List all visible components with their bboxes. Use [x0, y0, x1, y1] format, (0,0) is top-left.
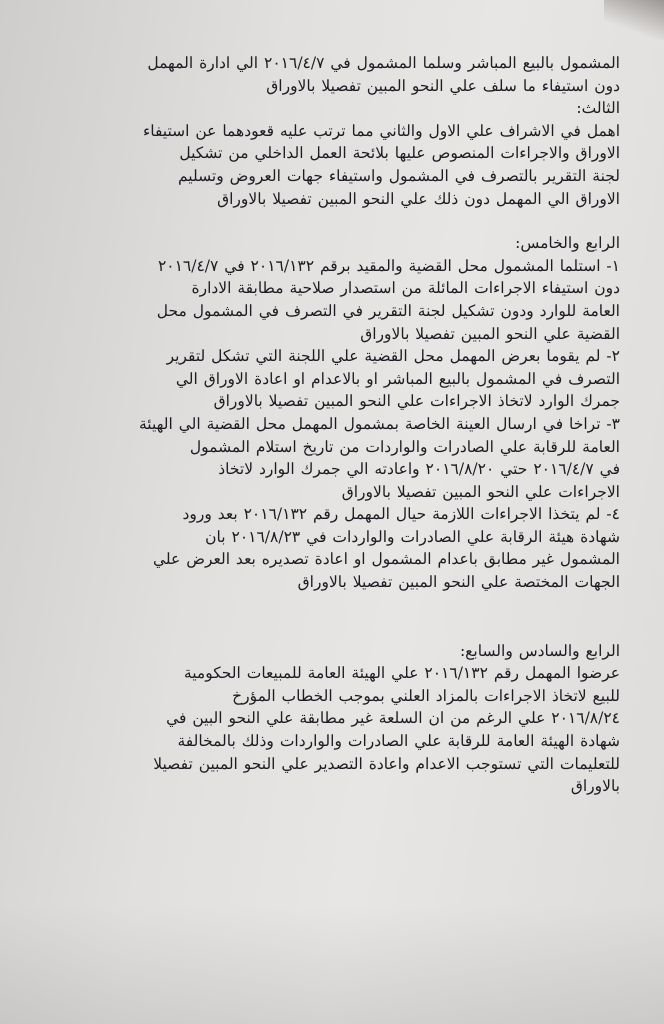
list-item-line: العامة للرقابة علي الصادرات والواردات من تاريخ استلام المشمول: [189, 437, 620, 456]
paragraph-line: شهادة الهيئة العامة للرقابة علي الصادرات والواردات وذلك بالمخالفة: [177, 732, 620, 751]
section-heading-fourth-sixth-seventh: الرابع والسادس والسابع:: [459, 641, 620, 660]
section-heading-fourth-fifth: الرابع والخامس:: [515, 234, 620, 253]
section-heading-third: الثالث:: [576, 99, 620, 118]
list-item-line: ٢- لم يقوما بعرض المهمل محل القضية علي اللجنة التي تشكل لتقرير: [166, 347, 620, 366]
list-item-line: دون استيفاء الاجراءات المائلة من استصدار صلاحية مطابقة الادارة: [191, 279, 620, 298]
list-item-line: الجهات المختصة علي النحو المبين تفصيلا بالاوراق: [297, 573, 620, 592]
list-item-line: التصرف في المشمول بالبيع المباشر او بالاعدام او اعادة الاوراق الي: [175, 369, 620, 388]
paragraph-line: المشمول بالبيع المباشر وسلما المشمول في ٢٠١٦/٤/٧ الي ادارة المهمل: [147, 54, 620, 72]
paragraph-line: بالاوراق: [570, 777, 620, 796]
page-corner-shadow: [604, 0, 664, 40]
spacer: [14, 594, 620, 640]
paragraph-line: للبيع لاتخاذ الاجراءات بالمزاد العلني بموجب الخطاب المؤرخ: [232, 686, 620, 705]
list-item-line: المشمول غير مطابق باعدام المشمول او اعادة تصديره بعد العرض علي: [152, 550, 620, 569]
paragraph-line: ٢٠١٦/٨/٢٤ علي الرغم من ان السلعة غير مطابقة علي النحو البين في: [166, 709, 620, 728]
list-item-line: ٣- تراخا في ارسال العينة الخاصة بمشمول المهمل محل القضية الي الهيئة: [138, 414, 620, 433]
page-bottom-shadow: [0, 904, 664, 1024]
paragraph-line: لجنة التقرير بالتصرف في المشمول واستيفاء جهات العروض وتسليم: [177, 166, 620, 185]
list-item-line: ٤- لم يتخذا الاجراءات اللازمة حيال المهمل رقم ٢٠١٦/١٣٢ بعد ورود: [182, 505, 620, 524]
paragraph-line: عرضوا المهمل رقم ٢٠١٦/١٣٢ علي الهيئة العامة للمبيعات الحكومية: [183, 664, 620, 683]
paragraph-line: للتعليمات التي تستوجب الاعدام واعادة التصدير علي النحو المبين تفصيلا: [153, 754, 620, 773]
list-item-line: شهادة هيئة الرقابة علي الصادرات والواردات في ٢٠١٦/٨/٢٣ بان: [205, 527, 620, 546]
list-item-line: في ٢٠١٦/٤/٧ حتي ٢٠١٦/٨/٢٠ واعادته الي جمرك الوارد لاتخاذ: [218, 460, 620, 479]
paragraph-line: الاوراق الي المهمل دون ذلك علي النحو المبين تفصيلا بالاوراق: [217, 189, 620, 208]
spacer: [14, 210, 620, 232]
list-item-line: ١- استلما المشمول محل القضية والمقيد برقم ٢٠١٦/١٣٢ في ٢٠١٦/٤/٧: [157, 256, 620, 275]
paragraph-line: الاوراق والاجراءات المنصوص عليها بلائحة العمل الداخلي من تشكيل: [179, 144, 620, 163]
paragraph-line: اهمل في الاشراف علي الاول والثاني مما ترتب عليه قعودهما عن استيفاء: [142, 121, 620, 140]
list-item-line: القضية علي النحو المبين تفصيلا بالاوراق: [360, 324, 620, 343]
list-item-line: العامة للوارد ودون تشكيل لجنة التقرير في التصرف في المشمول محل: [156, 301, 620, 320]
list-item-line: الاجراءات علي النحو المبين تفصيلا بالاوراق: [341, 482, 620, 501]
document-body: [14, 52, 620, 798]
paragraph-line: دون استيفاء ما سلف علي النحو المبين تفصيلا بالاوراق: [266, 76, 620, 95]
list-item-line: جمرك الوارد لاتخاذ الاجراءات علي النحو المبين تفصيلا بالاوراق: [213, 392, 620, 411]
